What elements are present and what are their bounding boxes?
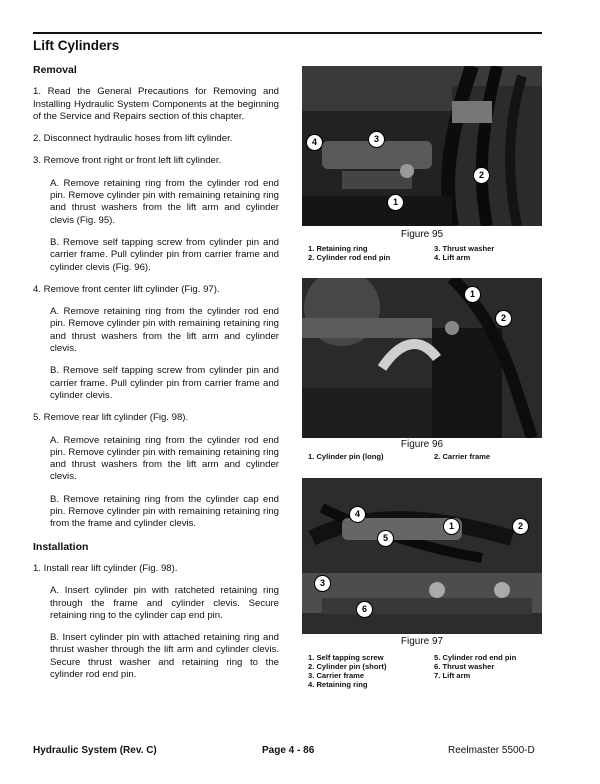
removal-heading: Removal: [33, 64, 77, 76]
callout-4: 4: [349, 506, 366, 523]
removal-step-4: 4. Remove front center lift cylinder (Fig. 97).: [33, 283, 220, 295]
installation-heading: Installation: [33, 540, 89, 553]
callout-4: 4: [306, 134, 323, 151]
removal-step-1: 1. Read the General Precautions for Removing and Installing Hydraulic System Components at the beginning of the Service and Repairs section of this chapter.: [33, 86, 279, 122]
callout-5: 5: [377, 530, 394, 547]
callout-1: 1: [443, 518, 460, 535]
removal-step-5: 5. Remove rear lift cylinder (Fig. 98).: [33, 412, 189, 424]
footer-section: Hydraulic System (Rev. C): [33, 745, 157, 756]
callout-3: 3: [368, 131, 385, 148]
removal-step-3a: A. Remove retaining ring from the cylinder rod end pin. Remove cylinder pin with remaining retaining ring and thrust washers from the lift arm and cylinder clevis (Fig. 95).: [50, 177, 279, 226]
footer-product: Reelmaster 5500-D: [448, 745, 535, 756]
figure-95-legend: 1. Retaining ring 3. Thrust washer 2. Cylinder rod end pin 4. Lift arm: [308, 244, 495, 262]
callout-2: 2: [495, 310, 512, 327]
removal-step-3b: B. Remove self tapping screw from cylinder pin and carrier frame. Pull cylinder pin from carrier frame and cylinder clevis (Fig. 96).: [50, 236, 279, 273]
figure-96-legend: 1. Cylinder pin (long) 2. Carrier frame: [308, 452, 491, 461]
removal-step-2: 2. Disconnect hydraulic hoses from lift cylinder.: [33, 133, 233, 145]
installation-step-1: 1. Install rear lift cylinder (Fig. 98).: [33, 562, 178, 574]
callout-1: 1: [464, 286, 481, 303]
callout-2: 2: [512, 518, 529, 535]
callout-2: 2: [473, 167, 490, 184]
header-rule: [33, 32, 542, 34]
page-title: Lift Cylinders: [33, 38, 120, 53]
figure-95-photo: [302, 66, 542, 226]
figure-96-label: Figure 96: [400, 439, 444, 450]
removal-step-4a: A. Remove retaining ring from the cylinder rod end pin. Remove cylinder pin with remaining retaining ring and thrust washers from the lift arm and cylinder clevis.: [50, 306, 279, 355]
callout-6: 6: [356, 601, 373, 618]
instructions-column: [33, 64, 279, 691]
figure-97-photo: [302, 478, 542, 634]
figure-95-label: Figure 95: [400, 229, 444, 240]
removal-step-3: 3. Remove front right or front left lift cylinder.: [33, 155, 222, 167]
callout-3: 3: [314, 575, 331, 592]
callout-1: 1: [387, 194, 404, 211]
removal-step-5a: A. Remove retaining ring from the cylinder rod end pin. Remove cylinder pin with remaining retaining ring and thrust washers from the lift arm and cylinder clevis.: [50, 434, 279, 483]
removal-step-5b: B. Remove retaining ring from the cylinder cap end pin. Remove cylinder pin with remaining retaining ring from the frame and cylinder clevis.: [50, 493, 279, 530]
figure-97-legend: 1. Self tapping screw 5. Cylinder rod end pin 2. Cylinder pin (short) 6. Thrust washer 3. Carrier frame 7. Lift arm 4. Retaining ring: [308, 653, 517, 689]
installation-step-1b: B. Insert cylinder pin with attached retaining ring and thrust washer through the lift arm and cylinder clevis. Secure thrust washer and retaining ring to the cylinder rod end pin.: [50, 632, 279, 680]
footer-page-number: Page 4 - 86: [262, 745, 315, 756]
figure-96-photo: [302, 278, 542, 438]
installation-step-1a: A. Insert cylinder pin with ratcheted retaining ring through the frame and cylinder clevis. Secure retaining ring to the cylinder cap end pin.: [50, 585, 279, 621]
figure-97-label: Figure 97: [400, 636, 444, 647]
removal-step-4b: B. Remove self tapping screw from cylinder pin and carrier frame. Pull cylinder pin from carrier frame and cylinder clevis.: [50, 365, 279, 401]
